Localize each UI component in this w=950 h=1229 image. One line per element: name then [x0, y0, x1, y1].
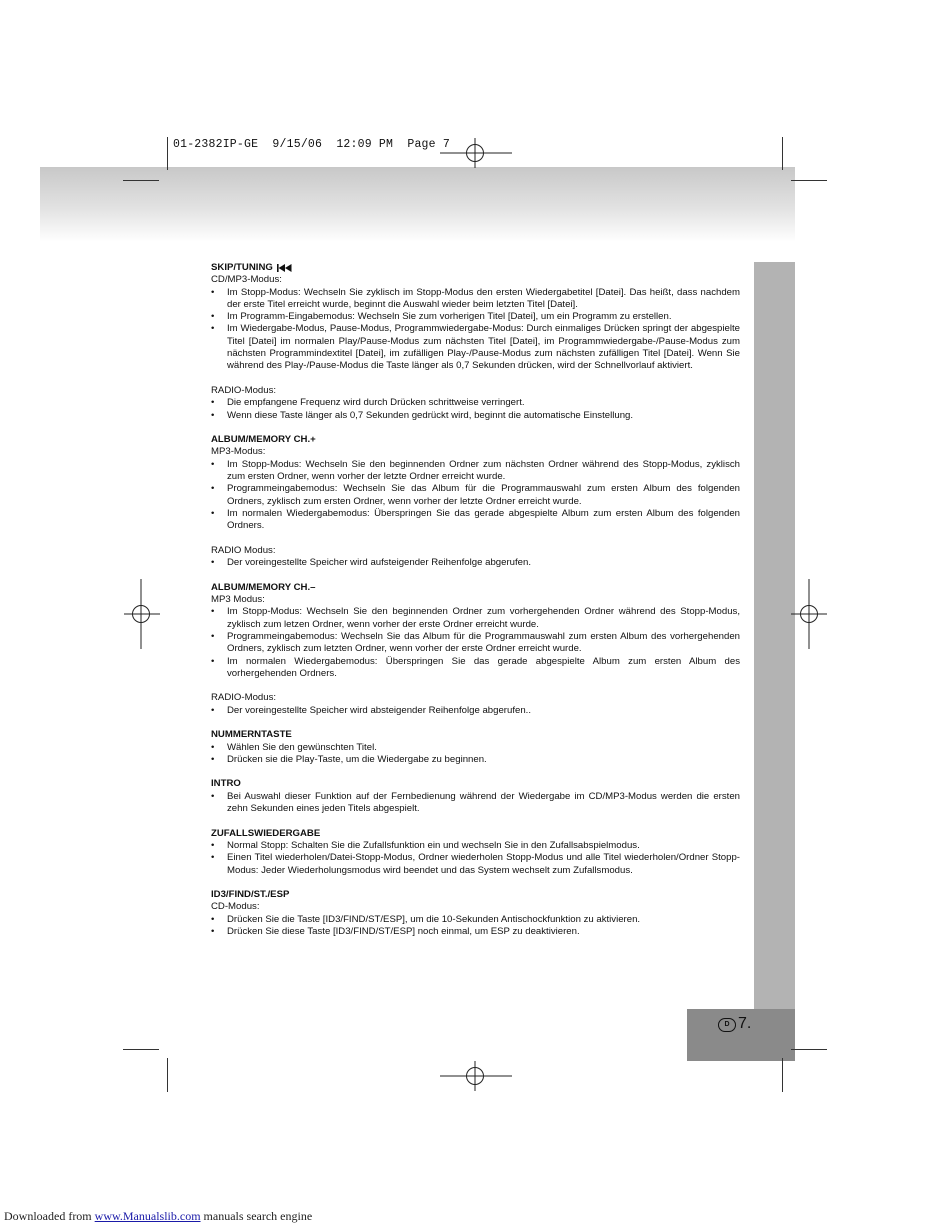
- mode-label: CD-Modus:: [211, 901, 260, 913]
- crop-mark: [782, 137, 783, 170]
- bullet-list: [211, 459, 740, 533]
- crop-mark: [791, 1049, 827, 1050]
- list-item: • Drücken Sie diese Taste [ID3/FIND/ST/ESP] noch einmal, um ESP zu deaktivieren.: [211, 926, 740, 938]
- section-heading-text: INTRO: [211, 778, 241, 790]
- list-item: • Programmeingabemodus: Wechseln Sie das Album für die Programmauswahl zum ersten Album des folgenden Ordners, zyklisch zum ersten Ordner, wenn vorher der letzte Ordner erreicht wurde.: [211, 483, 740, 508]
- section: [211, 582, 740, 717]
- list-item: • Der voreingestellte Speicher wird aufsteigender Reihenfolge abgerufen.: [211, 557, 740, 569]
- bullet-list: [211, 287, 740, 373]
- header-band: [40, 167, 795, 242]
- section-heading: [211, 729, 740, 741]
- section: [211, 434, 740, 569]
- crop-mark: [167, 137, 168, 170]
- bullet-list: [211, 557, 740, 569]
- list-item: • Im Programm-Eingabemodus: Wechseln Sie zum vorherigen Titel [Datei], um ein Programm zu erstellen.: [211, 311, 740, 323]
- registration-mark-icon: [440, 1061, 512, 1091]
- list-item: • Im Stopp-Modus: Wechseln Sie den beginnenden Ordner zum vorhergehenden Ordner während des Stopp-Modus, zyklisch zum letzen Ordner, wenn vorher der erste Ordner erreicht wurde.: [211, 606, 740, 631]
- list-item: • Einen Titel wiederholen/Datei-Stopp-Modus, Ordner wiederholen Stopp-Modus und alle Titel wiederholen/Ordner Stopp-Modus: Jeder Wiederholungsmodus wird beendet und das System wechselt zum Zufallsmodus.: [211, 852, 740, 877]
- bullet-list: [211, 397, 740, 422]
- bullet-list: [211, 606, 740, 680]
- page-number: 7.: [738, 1015, 752, 1032]
- list-item: • Drücken sie die Play-Taste, um die Wiedergabe zu beginnen.: [211, 754, 740, 766]
- section-heading: [211, 889, 740, 901]
- group-spacer: [211, 373, 740, 385]
- section-heading: [211, 582, 740, 594]
- bullet-list: [211, 840, 740, 877]
- list-item: • Normal Stopp: Schalten Sie die Zufallsfunktion ein und wechseln Sie in den Zufallsabspielmodus.: [211, 840, 740, 852]
- section-heading-text: ZUFALLSWIEDERGABE: [211, 827, 321, 839]
- footer-prefix: Downloaded from: [4, 1209, 95, 1223]
- group-spacer: [211, 680, 740, 692]
- manual-content: [211, 262, 740, 951]
- registration-mark-icon: [440, 138, 512, 168]
- footer-suffix: manuals search engine: [200, 1209, 313, 1223]
- bullet-list: [211, 914, 740, 939]
- list-item: • Die empfangene Frequenz wird durch Drücken schrittweise verringert.: [211, 397, 740, 409]
- list-item: • Wenn diese Taste länger als 0,7 Sekunden gedrückt wird, beginnt die automatische Einstellung.: [211, 410, 740, 422]
- crop-mark: [167, 1058, 168, 1092]
- print-slug: 01-2382IP-GE 9/15/06 12:09 PM Page 7: [173, 138, 450, 151]
- mode-label: RADIO-Modus:: [211, 384, 277, 396]
- list-item: • Im Stopp-Modus: Wechseln Sie zyklisch im Stopp-Modus den ersten Wiedergabetitel [Datei]. Das heißt, dass nachdem der erste Titel erreicht wurde, beginnt die Auswahl wieder beim letzten Titel [Datei].: [211, 287, 740, 312]
- registration-mark-icon: [124, 579, 160, 649]
- section-heading-text: ALBUM/MEMORY CH.–: [211, 581, 316, 593]
- section-heading-text: ALBUM/MEMORY CH.+: [211, 434, 316, 446]
- list-item: • Der voreingestellte Speicher wird absteigender Reihenfolge abgerufen..: [211, 705, 740, 717]
- section-heading: [211, 434, 740, 446]
- language-badge: D: [718, 1018, 736, 1032]
- mode-label: RADIO Modus:: [211, 544, 276, 556]
- crop-mark: [782, 1058, 783, 1092]
- section: [211, 778, 740, 815]
- group-spacer: [211, 533, 740, 545]
- mode-label: MP3-Modus:: [211, 446, 266, 458]
- mode-label: RADIO-Modus:: [211, 692, 277, 704]
- section: [211, 729, 740, 766]
- list-item: • Im Wiedergabe-Modus, Pause-Modus, Programmwiedergabe-Modus: Durch einmaliges Drücken springt der abgespielte Titel [Datei] im normalen Play/Pause-Modus zum nächsten Titel [Datei], im Programmwiedergabe-/Pause-Modus zum nächsten Programmindextitel [Datei], im zufälligen Play-/Pause-Modus zum nächsten zufälligen Titel [Datei]. Wenn Sie während des Play-/Pause-Modus die Taste länger als 0,7 Sekunden drücken, wird der Schnellvorlauf aktiviert.: [211, 323, 740, 372]
- mode-label: CD/MP3-Modus:: [211, 274, 282, 286]
- section: [211, 889, 740, 938]
- section: [211, 828, 740, 877]
- section: [211, 262, 740, 422]
- section-heading-text: NUMMERNTASTE: [211, 729, 292, 741]
- section-heading-text: SKIP/TUNING: [211, 262, 273, 273]
- footer: [4, 1209, 312, 1224]
- section-heading: [211, 262, 740, 274]
- manualslib-link[interactable]: www.Manualslib.com: [94, 1209, 201, 1223]
- list-item: • Bei Auswahl dieser Funktion auf der Fernbedienung während der Wiedergabe im CD/MP3-Modus werden die ersten zehn Sekunden eines jeden Titels abgespielt.: [211, 791, 740, 816]
- crop-mark: [791, 180, 827, 181]
- list-item: • Im normalen Wiedergabemodus: Überspringen Sie das gerade abgespielte Album zum ersten Album des vorhergehenden Ordners.: [211, 656, 740, 681]
- section-heading-text: ID3/FIND/ST./ESP: [211, 889, 290, 901]
- list-item: • Programmeingabemodus: Wechseln Sie das Album für die Programmauswahl zum ersten Album des vorhergehenden Ordners, zyklisch zum letzten Ordner, wenn vorher der erste Ordner erreicht wurde.: [211, 631, 740, 656]
- list-item: • Im Stopp-Modus: Wechseln Sie den beginnenden Ordner zum nächsten Ordner während des Stopp-Modus, zyklisch zum ersten Ordner, wenn vorher der letzte Ordner erreicht wurde.: [211, 459, 740, 484]
- list-item: • Wählen Sie den gewünschten Titel.: [211, 742, 740, 754]
- section-heading: [211, 778, 740, 790]
- mode-label: MP3 Modus:: [211, 594, 265, 606]
- bullet-list: [211, 705, 740, 717]
- side-bar: [754, 262, 795, 1010]
- crop-mark: [123, 180, 159, 181]
- skip-back-icon: [277, 264, 292, 272]
- list-item: • Im normalen Wiedergabemodus: Überspringen Sie das gerade abgespielte Album zum ersten Album des folgenden Ordners.: [211, 508, 740, 533]
- bullet-list: [211, 742, 740, 767]
- list-item: • Drücken Sie die Taste [ID3/FIND/ST/ESP], um die 10-Sekunden Antischockfunktion zu aktivieren.: [211, 914, 740, 926]
- section-heading: [211, 828, 740, 840]
- bullet-list: [211, 791, 740, 816]
- registration-mark-icon: [791, 579, 827, 649]
- crop-mark: [123, 1049, 159, 1050]
